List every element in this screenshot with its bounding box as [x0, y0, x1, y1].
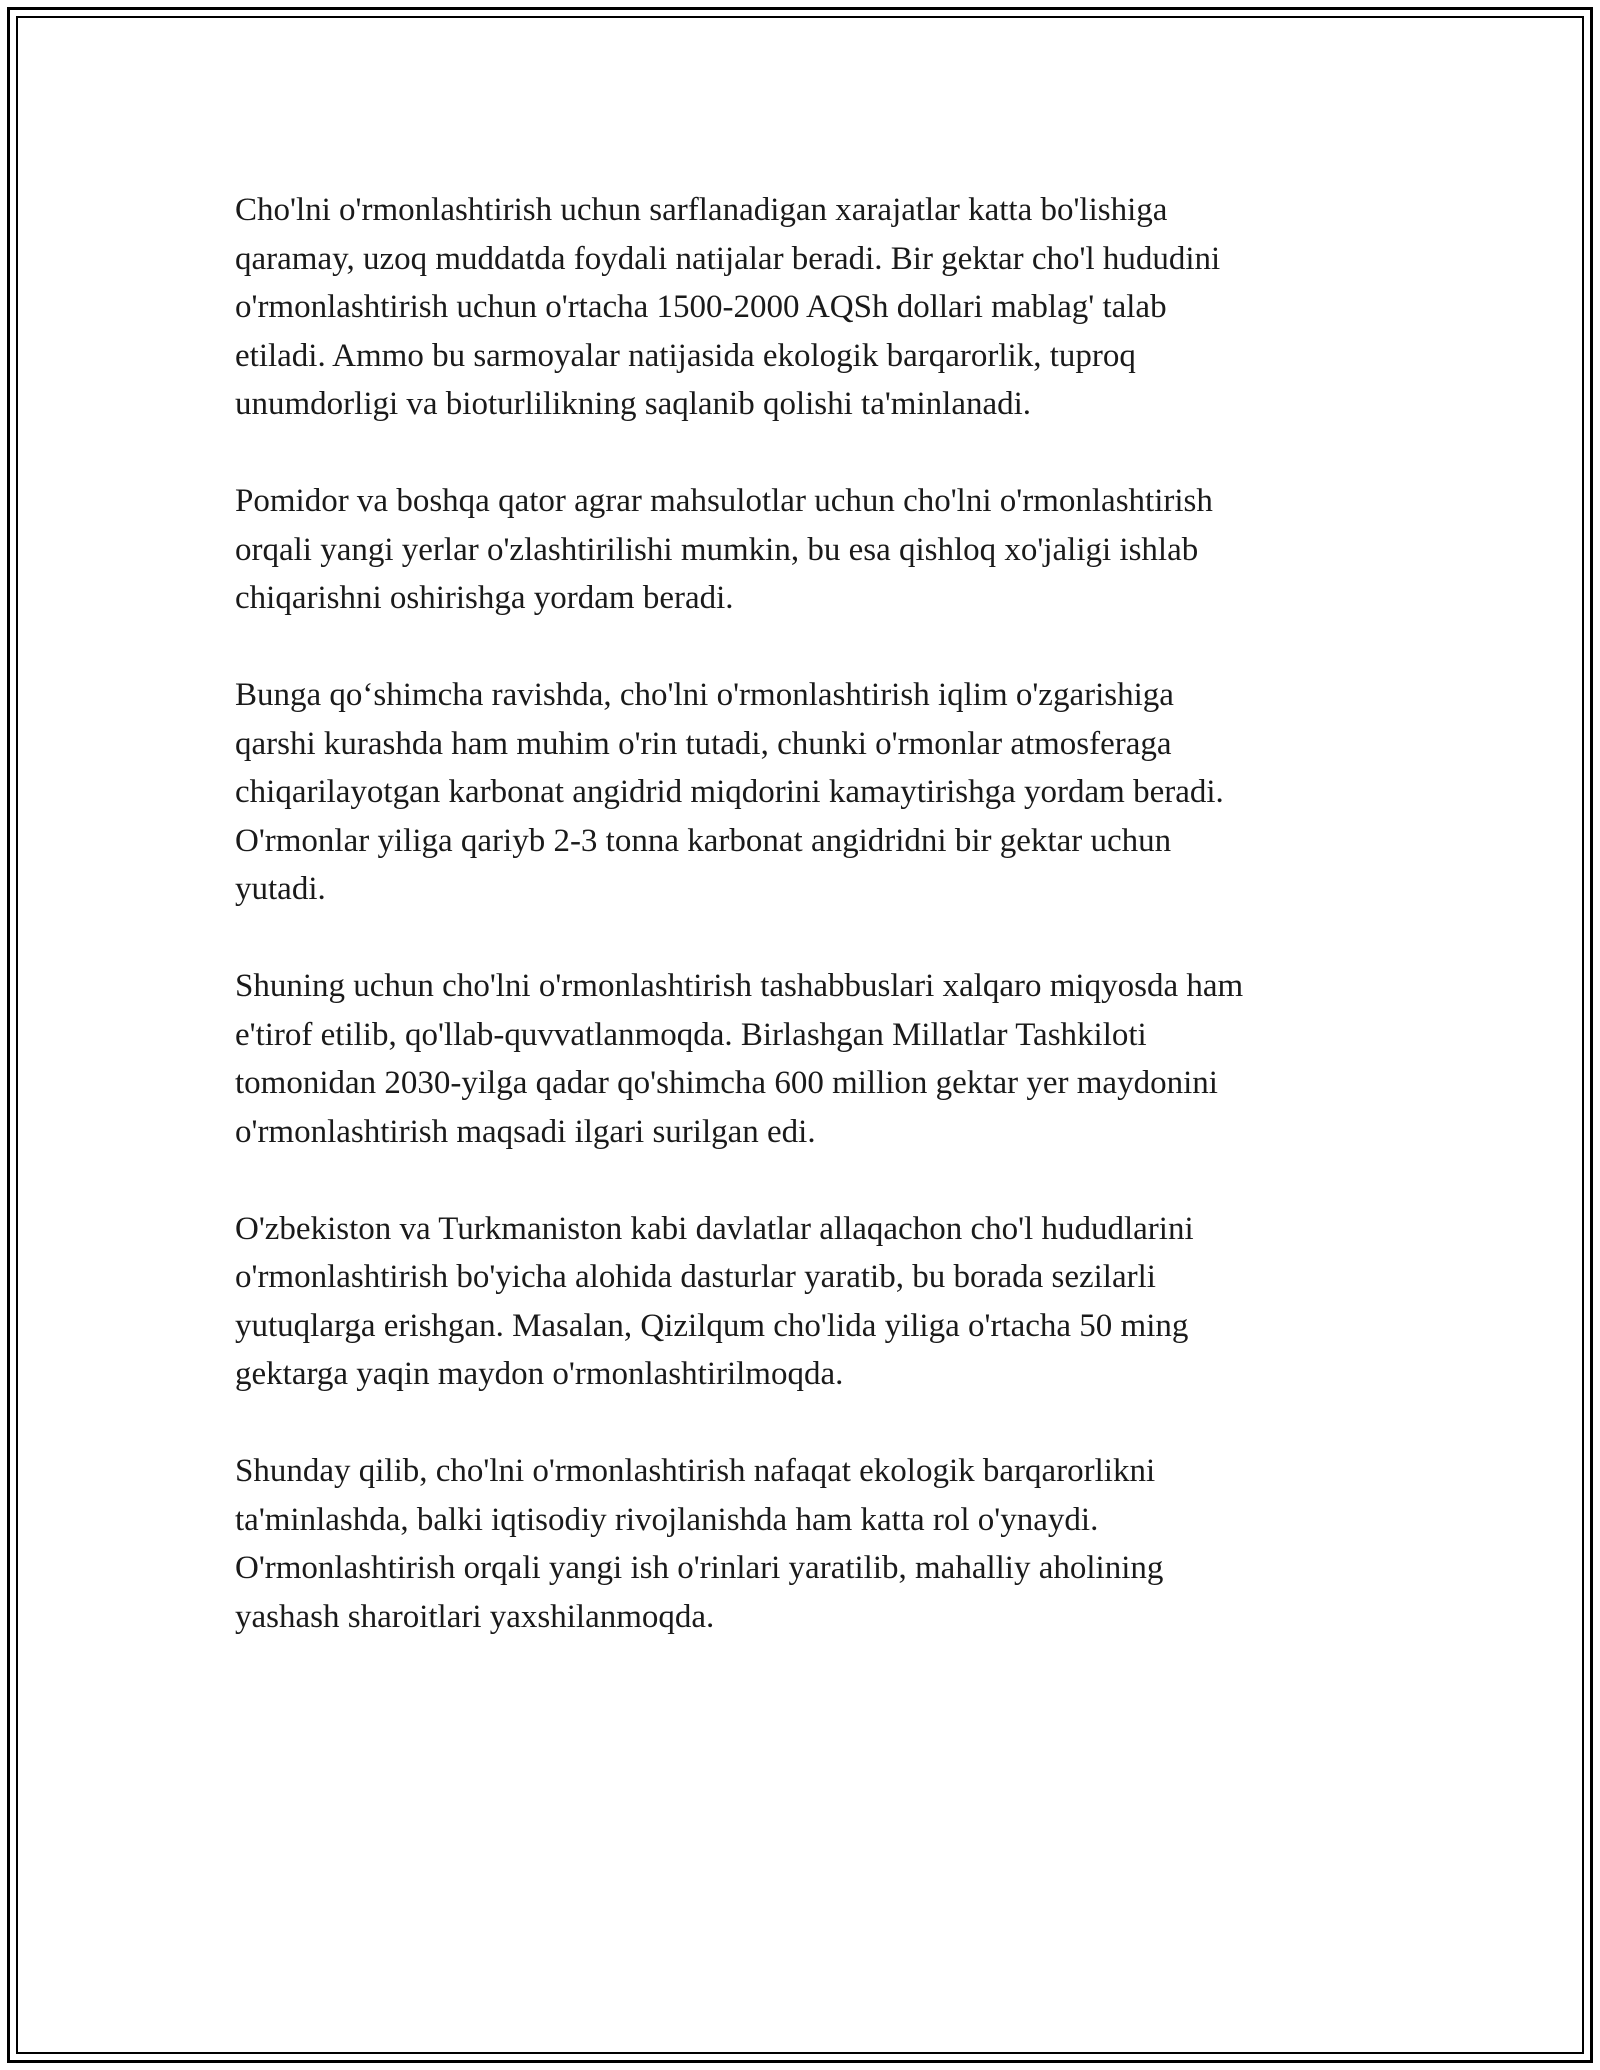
paragraph — [235, 186, 1365, 429]
text-line: O'rmonlar yiliga qariyb 2-3 tonna karbonat angidridni bir gektar uchun — [235, 822, 1172, 859]
text-line: qarshi kurashda ham muhim o'rin tutadi, chunki o'rmonlar atmosferaga — [235, 725, 1172, 762]
text-line: o'rmonlashtirish uchun o'rtacha 1500-2000 AQSh dollari mablag' talab — [235, 289, 1167, 325]
text-line: qaramay, uzoq muddatda foydali natijalar beradi. Bir gektar cho'l hududini — [235, 240, 1221, 277]
text-line: gektarga yaqin maydon o'rmonlashtirilmoqda. — [235, 1356, 844, 1392]
text-line: Shunday qilib, cho'lni o'rmonlashtirish nafaqat ekologik barqarorlikni — [235, 1453, 1156, 1489]
text-line: Cho'lni o'rmonlashtirish uchun sarflanadigan xarajatlar katta bo'lishiga — [235, 192, 1168, 228]
text-line: yutuqlarga erishgan. Masalan, Qizilqum cho'lida yiliga o'rtacha 50 ming — [235, 1307, 1189, 1344]
text-line: o'rmonlashtirish maqsadi ilgari surilgan edi. — [235, 1113, 816, 1150]
text-line: o'rmonlashtirish bo'yicha alohida dasturlar yaratib, bu borada sezilarli — [235, 1259, 1156, 1295]
text-line: yutadi. — [235, 871, 326, 907]
paragraph — [235, 671, 1365, 914]
paragraph — [235, 1447, 1365, 1641]
text-line: e'tirof etilib, qo'llab-quvvatlanmoqda. Birlashgan Millatlar Tashkiloti — [235, 1016, 1147, 1053]
text-line: ta'minlashda, balki iqtisodiy rivojlanishda ham katta rol o'ynaydi. — [235, 1501, 1099, 1538]
paragraph — [235, 962, 1365, 1156]
text-line: yashash sharoitlari yaxshilanmoqda. — [235, 1598, 715, 1635]
text-line: tomonidan 2030-yilga qadar qo'shimcha 600 million gektar yer maydonini — [235, 1065, 1218, 1101]
text-line: Pomidor va boshqa qator agrar mahsulotlar uchun cho'lni o'rmonlashtirish — [235, 483, 1213, 519]
document-body — [235, 186, 1365, 1690]
text-line: etiladi. Ammo bu sarmoyalar natijasida ekologik barqarorlik, tuproq — [235, 337, 1136, 374]
text-line: O'rmonlashtirish orqali yangi ish o'rinlari yaratilib, mahalliy aholining — [235, 1550, 1164, 1586]
text-line: O'zbekiston va Turkmaniston kabi davlatlar allaqachon cho'l hududlarini — [235, 1210, 1194, 1247]
paragraph — [235, 1205, 1365, 1399]
text-line: chiqarishni oshirishga yordam beradi. — [235, 580, 734, 616]
text-line: orqali yangi yerlar o'zlashtirilishi mumkin, bu esa qishloq xo'jaligi ishlab — [235, 531, 1199, 568]
text-line: Shuning uchun cho'lni o'rmonlashtirish tashabbuslari xalqaro miqyosda ham — [235, 968, 1244, 1004]
paragraph — [235, 477, 1365, 623]
text-line: unumdorligi va bioturlilikning saqlanib qolishi ta'minlanadi. — [235, 386, 1032, 422]
text-line: Bunga qo‘shimcha ravishda, cho'lni o'rmonlashtirish iqlim o'zgarishiga — [235, 677, 1174, 713]
text-line: chiqarilayotgan karbonat angidrid miqdorini kamaytirishga yordam beradi. — [235, 774, 1224, 810]
